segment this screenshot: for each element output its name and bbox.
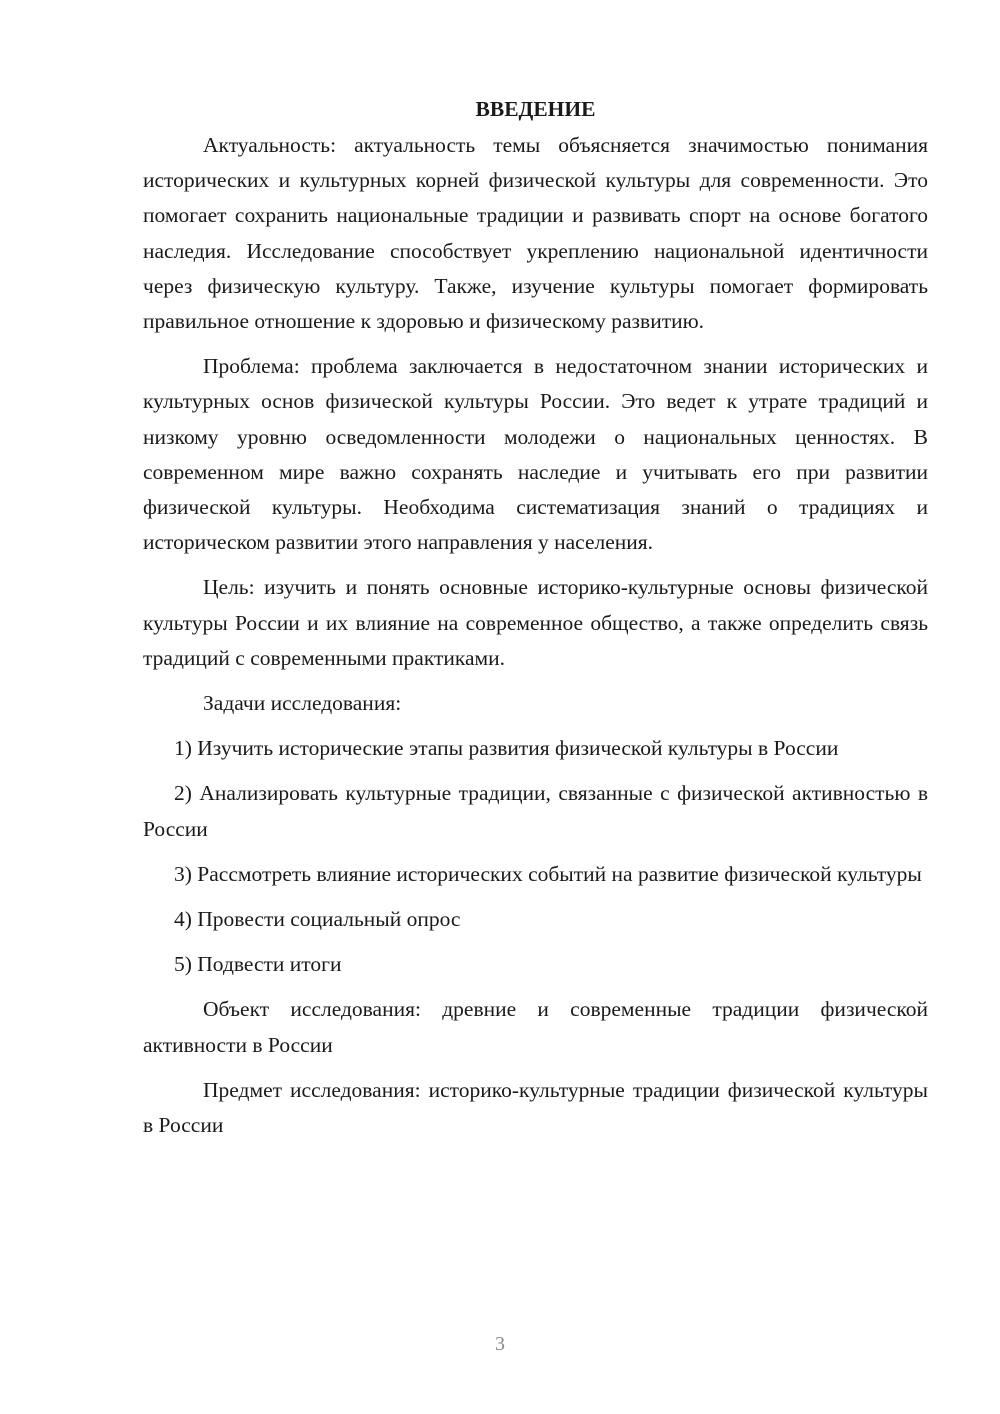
tasks-heading: Задачи исследования: xyxy=(203,691,402,716)
goal-paragraph: Цель: изучить и понять основные историко-культурные основы физической культуры России и их влияние на современное общество, а также определить связь традиций с современными практиками. xyxy=(143,575,928,670)
task-item-5: 5) Подвести итоги xyxy=(174,952,342,977)
page-number: 3 xyxy=(495,1333,505,1355)
problem-paragraph: Проблема: проблема заключается в недостаточном знании исторических и культурных основ физической культуры России. Это ведет к утрате традиций и низкому уровню осведомленности молодежи о национальных ценностях. В современном мире важно сохранять наследие и учитывать его при развитии физической культуры. Необходима систематизация знаний о традициях и историческом развитии этого направления у населения. xyxy=(143,354,928,555)
section-heading: ВВЕДЕНИЕ xyxy=(475,97,596,121)
document-page xyxy=(143,92,928,1153)
task-item-1: 1) Изучить исторические этапы развития физической культуры в России xyxy=(174,736,839,761)
relevance-paragraph: Актуальность: актуальность темы объясняется значимостью понимания исторических и культурных корней физической культуры для современности. Это помогает сохранить национальные традиции и развивать спорт на основе богатого наследия. Исследование способствует укреплению национальной идентичности через физическую культуру. Также, изучение культуры помогает формировать правильное отношение к здоровью и физическому развитию. xyxy=(143,133,928,334)
task-item-3: 3) Рассмотреть влияние исторических событий на развитие физической культуры xyxy=(174,861,922,886)
task-item-4: 4) Провести социальный опрос xyxy=(174,907,461,932)
task-item-2: 2) Анализировать культурные традиции, связанные с физической активностью в России xyxy=(143,781,928,841)
research-subject-paragraph: Предмет исследования: историко-культурные традиции физической культуры в России xyxy=(143,1077,928,1138)
research-object-paragraph: Объект исследования: древние и современные традиции физической активности в России xyxy=(143,997,928,1057)
